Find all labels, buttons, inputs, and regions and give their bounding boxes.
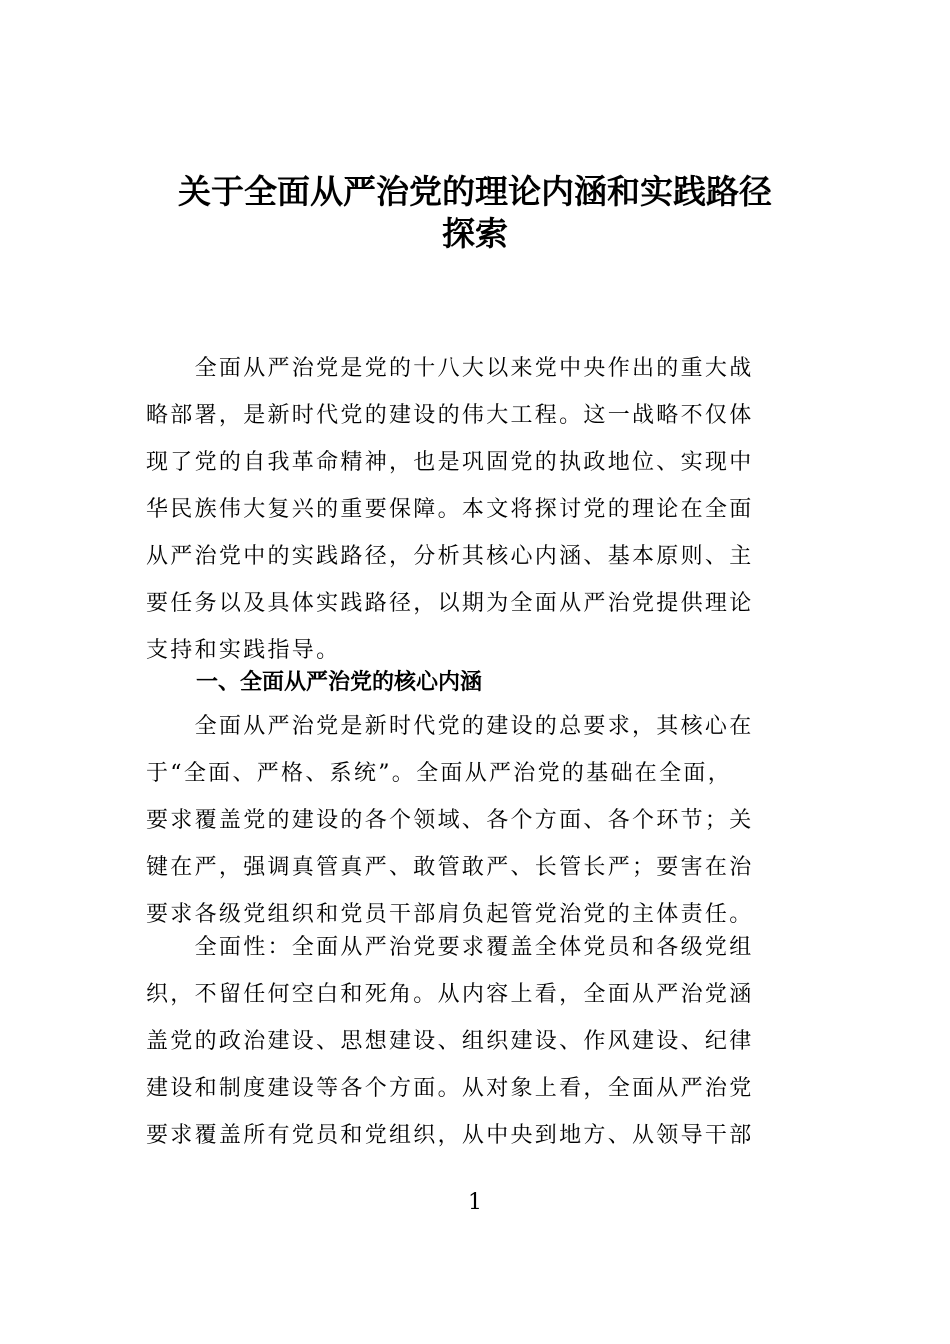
paragraph-line: 于“全面、严格、系统”。全面从严治党的基础在全面， <box>146 761 732 786</box>
paragraph-line: 要求覆盖所有党员和党组织，从中央到地方、从领导干部 <box>146 1123 754 1148</box>
paragraph-line: 现了党的自我革命精神，也是巩固党的执政地位、实现中 <box>146 450 754 475</box>
paragraph-line: 华民族伟大复兴的重要保障。本文将探讨党的理论在全面 <box>146 497 754 522</box>
section-heading-1: 一、全面从严治党的核心内涵 <box>196 670 483 695</box>
paragraph-line: 全面从严治党是党的十八大以来党中央作出的重大战 <box>146 356 754 381</box>
page-number: 1 <box>468 1190 482 1215</box>
paragraph-line: 略部署，是新时代党的建设的伟大工程。这一战略不仅体 <box>146 403 754 428</box>
paragraph-line: 要求各级党组织和党员干部肩负起管党治党的主体责任。 <box>146 902 754 927</box>
paragraph-core-meaning <box>146 703 806 938</box>
document-title-line-2: 探索 <box>442 214 508 253</box>
paragraph-line: 全面从严治党是新时代党的建设的总要求，其核心在 <box>146 714 754 739</box>
document-title-line-1: 关于全面从严治党的理论内涵和实践路径 <box>178 172 772 211</box>
paragraph-line: 要求覆盖党的建设的各个领域、各个方面、各个环节；关 <box>146 808 754 833</box>
paragraph-line: 要任务以及具体实践路径，以期为全面从严治党提供理论 <box>146 591 754 616</box>
paragraph-line: 全面性：全面从严治党要求覆盖全体党员和各级党组 <box>146 935 754 960</box>
paragraph-line: 从严治党中的实践路径，分析其核心内涵、基本原则、主 <box>146 544 754 569</box>
paragraph-line: 建设和制度建设等各个方面。从对象上看，全面从严治党 <box>146 1076 754 1101</box>
paragraph-comprehensiveness <box>146 924 806 1159</box>
paragraph-line: 盖党的政治建设、思想建设、组织建设、作风建设、纪律 <box>146 1029 754 1054</box>
paragraph-line: 织，不留任何空白和死角。从内容上看，全面从严治党涵 <box>146 982 754 1007</box>
paragraph-intro <box>146 345 806 674</box>
paragraph-line: 键在严，强调真管真严、敢管敢严、长管长严；要害在治 <box>146 855 754 880</box>
paragraph-line: 支持和实践指导。 <box>146 638 341 663</box>
